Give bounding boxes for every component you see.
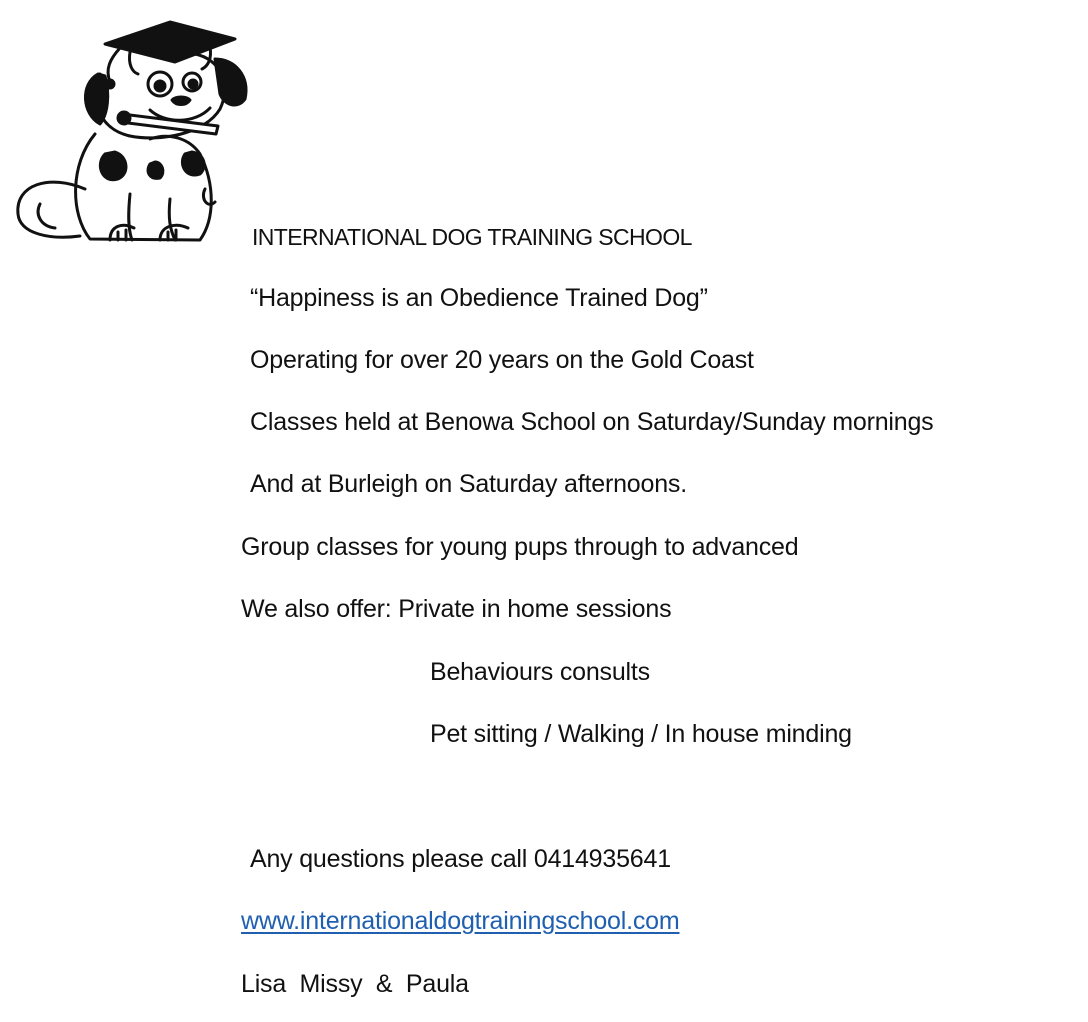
offer-intro: We also offer: Private in home sessions bbox=[241, 595, 672, 623]
operating-info: Operating for over 20 years on the Gold Coast bbox=[250, 346, 754, 374]
offer-item-behaviours: Behaviours consults bbox=[430, 658, 650, 686]
group-classes: Group classes for young pups through to advanced bbox=[241, 533, 799, 561]
offer-item-pet-sitting: Pet sitting / Walking / In house minding bbox=[430, 720, 852, 748]
classes-burleigh: And at Burleigh on Saturday afternoons. bbox=[250, 470, 687, 498]
signature: Lisa Missy & Paula bbox=[241, 970, 469, 998]
contact-phone: Any questions please call 0414935641 bbox=[250, 845, 671, 873]
slogan: “Happiness is an Obedience Trained Dog” bbox=[250, 284, 708, 312]
graduate-dog-icon bbox=[10, 14, 260, 254]
classes-benowa: Classes held at Benowa School on Saturday/Sunday mornings bbox=[250, 408, 934, 436]
website-link[interactable]: www.internationaldogtrainingschool.com bbox=[241, 907, 680, 935]
school-title: INTERNATIONAL DOG TRAINING SCHOOL bbox=[252, 224, 692, 250]
